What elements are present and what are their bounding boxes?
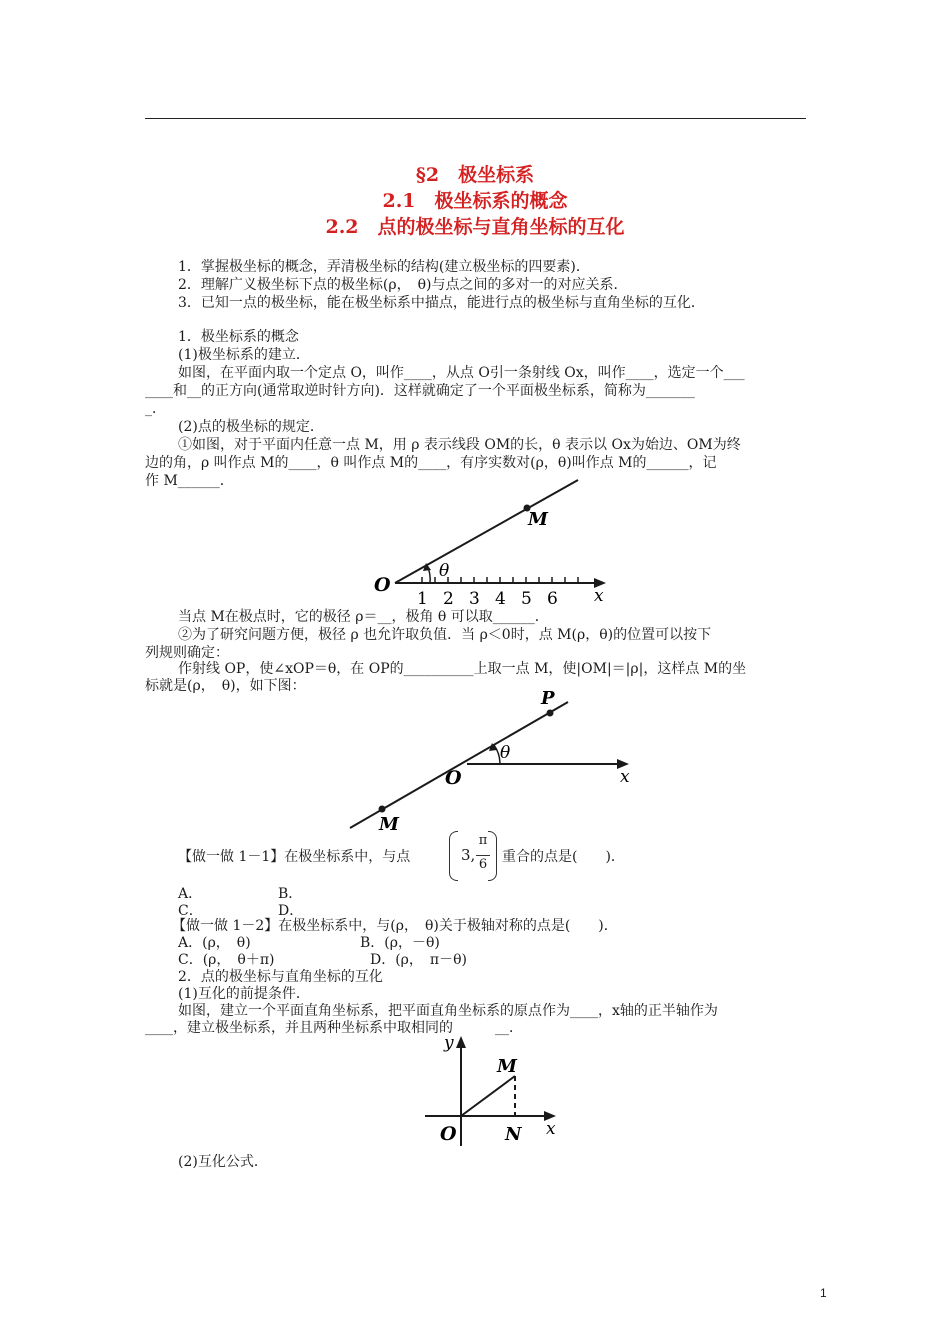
figure-negative-radius xyxy=(340,690,650,835)
header-rule xyxy=(145,118,806,119)
tick-label-4: 4 xyxy=(495,589,506,609)
section1-p2-line2: 边的角，ρ 叫作点 M的____，θ 叫作点 M的____，有序实数对(ρ，θ)叫作点 M的______，记 xyxy=(145,455,717,471)
label-N: N xyxy=(505,1124,522,1145)
page-number: 1 xyxy=(820,1286,827,1300)
section2-sub2: (2)互化公式． xyxy=(178,1154,268,1170)
section1-p1-line1: 如图，在平面内取一个定点 O，叫作____，从点 O引一条射线 Ox，叫作____，选定一个___ xyxy=(178,365,745,381)
label-y: y xyxy=(444,1033,454,1053)
section1-p2-line1: ①如图，对于平面内任意一点 M，用 ρ 表示线段 OM的长，θ 表示以 Ox为始边、OM为终 xyxy=(178,437,741,453)
label-O: O xyxy=(440,1123,457,1145)
section2-heading: 2．点的极坐标与直角坐标的互化 xyxy=(178,969,383,985)
section1-heading: 1．极坐标系的概念 xyxy=(178,329,299,345)
label-M: M xyxy=(497,1056,517,1077)
segment-OM xyxy=(461,1076,515,1116)
exercise1-option-d: D． xyxy=(278,903,304,919)
y-axis-arrow xyxy=(456,1036,466,1048)
section1-p4-line2: 标就是(ρ， θ)，如下图： xyxy=(145,678,306,694)
tick-label-1: 1 xyxy=(417,589,428,609)
label-x: x xyxy=(546,1119,556,1139)
objective-1: 1．掌握极坐标的概念，弄清极坐标的结构(建立极坐标的四要素)． xyxy=(178,259,590,275)
section1-sub1: (1)极坐标系的建立． xyxy=(178,347,310,363)
section2-p1-line2: ____，建立极坐标系，并且两种坐标系中取相同的 __． xyxy=(145,1020,523,1036)
exercise1-suffix: 重合的点是( )． xyxy=(502,849,625,865)
section1-p3-line3: 列规则确定： xyxy=(145,645,229,661)
right-paren xyxy=(488,831,497,881)
section1-p3-line2: ②为了研究问题方便，极径 ρ 也允许取负值．当 ρ＜0时，点 M(ρ，θ)的位置可以按下 xyxy=(178,627,712,643)
tick-label-3: 3 xyxy=(469,589,480,609)
label-P: P xyxy=(541,688,555,709)
section2-sub1: (1)互化的前提条件． xyxy=(178,986,310,1002)
exercise1-prefix: 【做一做 1－1】在极坐标系中，与点 xyxy=(178,849,411,865)
section1-p1-line2: ____和__的正方向(通常取逆时针方向)．这样就确定了一个平面极坐标系，简称为_______ xyxy=(145,383,695,399)
ray-OM xyxy=(395,480,578,583)
fraction-numerator: π xyxy=(478,833,488,848)
point-M xyxy=(379,806,386,813)
label-M: M xyxy=(379,814,399,835)
section2-p1-line1: 如图，建立一个平面直角坐标系，把平面直角坐标系的原点作为____，x轴的正半轴作为 xyxy=(178,1003,718,1019)
section1-p3-line1: 当点 M在极点时，它的极径 ρ＝__，极角 θ 可以取______． xyxy=(178,609,549,625)
label-O: O xyxy=(445,767,462,789)
section1-p1-line3: _． xyxy=(145,401,166,417)
label-theta: θ xyxy=(439,561,450,581)
exercise2-prefix: 【做一做 1－2】在极坐标系中，与(ρ， θ)关于极轴对称的点是( )． xyxy=(172,918,618,934)
exercise1-option-a: A． xyxy=(178,886,203,902)
figure-polar-point xyxy=(370,470,620,610)
label-M: M xyxy=(528,509,548,530)
figure-cartesian-polar xyxy=(420,1030,570,1155)
exercise2-option-a: A．(ρ， θ) xyxy=(178,935,251,951)
section1-sub2: (2)点的极坐标的规定． xyxy=(178,419,324,435)
objective-3: 3．已知一点的极坐标，能在极坐标系中描点，能进行点的极坐标与直角坐标的互化． xyxy=(178,295,705,311)
exercise2-option-d: D．(ρ， π－θ) xyxy=(370,952,468,968)
exercise1-option-c: C． xyxy=(178,903,203,919)
radius-value: 3, xyxy=(461,846,476,864)
subsection-title-2-1: 2.1 极坐标系的概念 xyxy=(382,190,568,212)
point-coordinate-expression xyxy=(449,831,497,881)
subsection-title-2-2: 2.2 点的极坐标与直角坐标的互化 xyxy=(325,216,625,238)
objective-2: 2．理解广义极坐标下点的极坐标(ρ， θ)与点之间的多对一的对应关系． xyxy=(178,277,628,293)
exercise1-option-b: B． xyxy=(278,886,303,902)
label-x: x xyxy=(594,586,604,606)
section1-p4-line1: 作射线 OP，使∠xOP＝θ，在 OP的__________上取一点 M，使|OM|＝|ρ|，这样点 M的坐 xyxy=(178,661,747,677)
fraction-denominator: 6 xyxy=(478,857,488,872)
label-theta: θ xyxy=(500,743,511,763)
tick-label-2: 2 xyxy=(443,589,454,609)
label-x: x xyxy=(620,767,630,787)
section-title: §2 极坐标系 xyxy=(415,164,535,186)
tick-label-5: 5 xyxy=(521,589,532,609)
section1-p2-line3: 作 M______． xyxy=(145,473,234,489)
exercise2-option-b: B．(ρ，－θ) xyxy=(360,935,440,951)
exercise2-option-c: C．(ρ， θ＋π) xyxy=(178,952,275,968)
point-P xyxy=(547,710,554,717)
tick-label-6: 6 xyxy=(547,589,558,609)
left-paren xyxy=(449,831,458,881)
label-O: O xyxy=(374,574,391,596)
